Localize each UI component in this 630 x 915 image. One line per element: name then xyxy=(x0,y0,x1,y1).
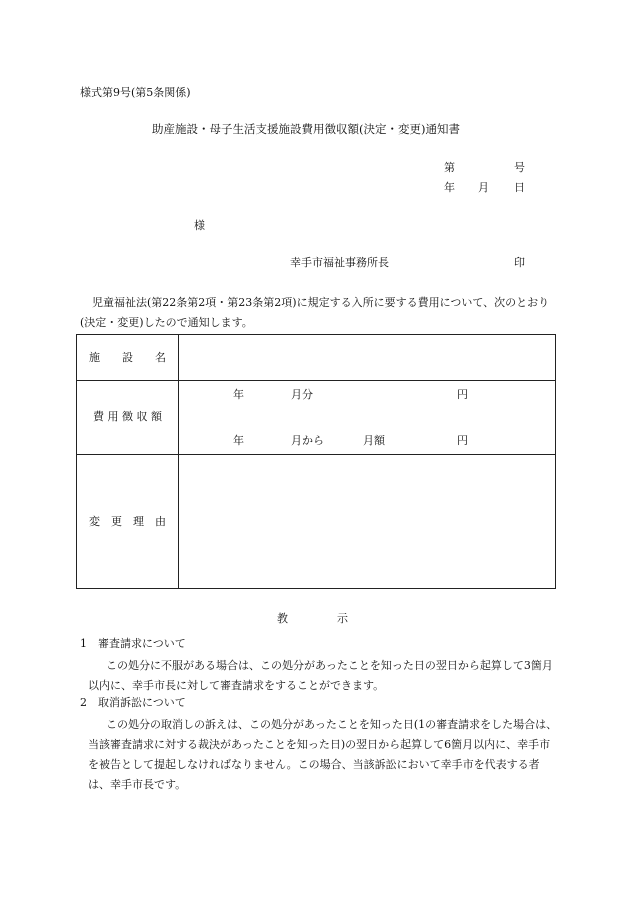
fee2-month-from: 月から xyxy=(291,434,324,447)
number-prefix: 第 xyxy=(444,161,455,174)
sender-office: 幸手市福祉事務所長 xyxy=(290,256,389,269)
fee-amount-label: 費 用 徴 収 額 xyxy=(93,410,162,424)
fee2-year: 年 xyxy=(233,434,244,447)
fee1-month: 月分 xyxy=(291,388,313,401)
fee2-monthly: 月額 xyxy=(363,434,385,447)
document-title: 助産施設・母子生活支援施設費用徴収額(決定・変更)通知書 xyxy=(152,122,460,136)
fee1-year: 年 xyxy=(233,388,244,401)
document-number xyxy=(440,161,530,175)
section-text: この処分に不服がある場合は、この処分があったことを知った日の翌日から起算して3箇月以内に、幸手市長に対して審査請求をすることができます。 xyxy=(88,659,553,692)
document-date xyxy=(440,181,530,195)
change-reason-label: 変 更 理 由 xyxy=(89,515,166,529)
fee-table xyxy=(76,334,556,589)
date-month: 月 xyxy=(478,181,489,194)
form-label: 様式第9号(第5条関係) xyxy=(80,86,191,99)
table-column-divider xyxy=(178,335,179,588)
fee2-yen: 円 xyxy=(457,434,468,447)
number-suffix: 号 xyxy=(514,161,525,174)
section-heading: 2 取消訴訟について xyxy=(80,696,186,709)
notice-body: 児童福祉法(第22条第2項・第23条第2項)に規定する入所に要する費用について、次のとおり(決定・変更)したので通知します。 xyxy=(80,296,550,329)
date-year: 年 xyxy=(444,181,455,194)
facility-name-label: 施 設 名 xyxy=(89,350,166,364)
date-day: 日 xyxy=(514,181,525,194)
section-heading: 1 審査請求について xyxy=(80,637,186,650)
addressee-honorific: 様 xyxy=(194,219,205,232)
fee1-yen: 円 xyxy=(457,388,468,401)
section-text: この処分の取消しの訴えは、この処分があったことを知った日(1の審査請求をした場合は、当該審査請求に対する裁決があったことを知った日)の翌日から起算して6箇月以内に、幸手市を被告として提起しなければなりません。この場合、当該訴訟において幸手市を代表する者は、幸手市長です。 xyxy=(88,718,558,791)
seal-mark: 印 xyxy=(514,256,525,269)
